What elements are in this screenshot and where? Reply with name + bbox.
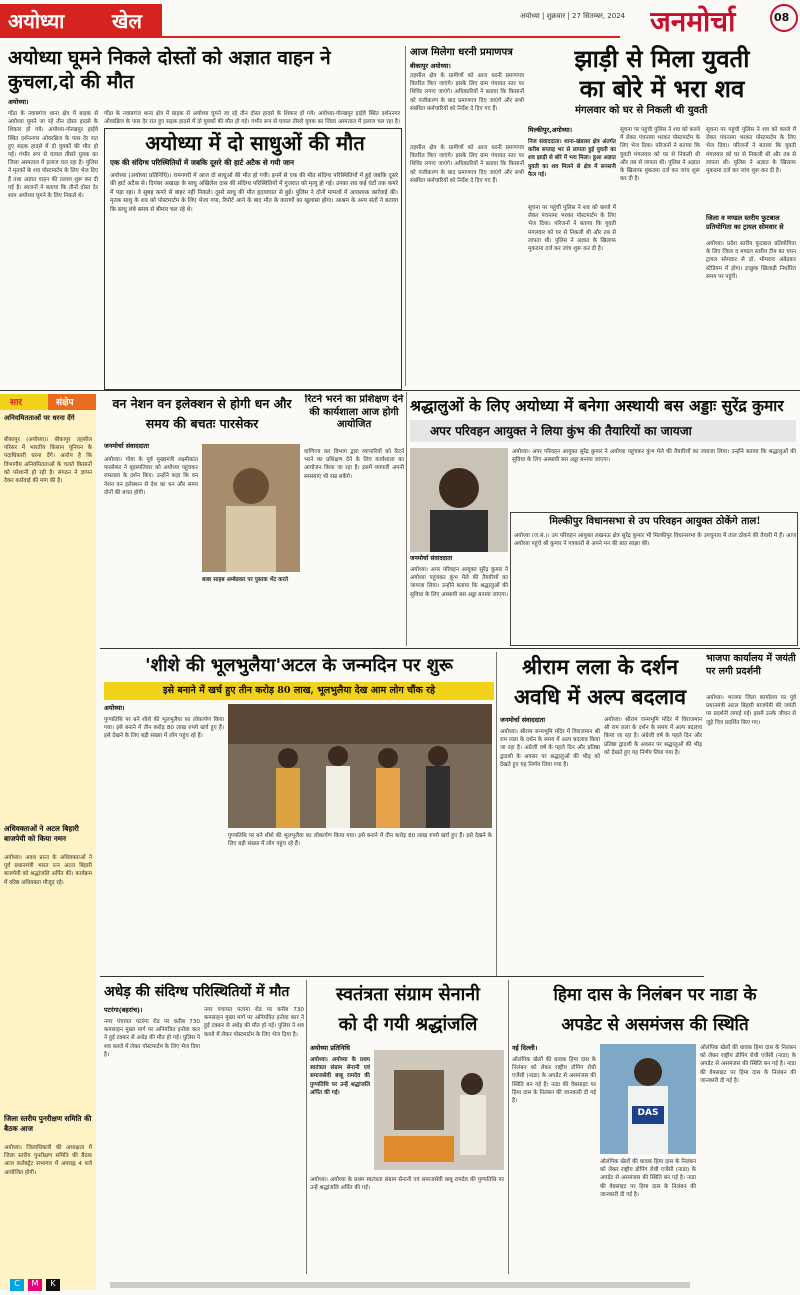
story11-headline-line2: अवधि में अल्प बदलाव	[513, 684, 687, 709]
official-portrait	[410, 448, 508, 552]
page-number-badge	[770, 4, 798, 32]
story6-caption: बाबा साहब अम्बेडकर पर पुस्तक भेंट करते	[202, 577, 289, 583]
story14-label: अयोध्या प्रतिनिधि	[310, 1044, 350, 1052]
story14-body-cont: अयोध्या। अयोध्या के प्रथम स्वतंत्रता संग्राम सेनानी एवं समाजसेवी बाबू रामदेव की पुण्यतिथि पर उन्हें श्रद्धांजलि अर्पित की गई।	[310, 1177, 504, 1192]
portrait-photo	[202, 444, 300, 572]
story6-headline: वन नेशन वन इलेक्शन से होगी धन और समय की बचतः पारसेकर	[112, 396, 292, 431]
story8-body: अयोध्या। अपर परिवहन आयुक्त सुरेंद्र कुमार ने अयोध्या पहुंचकर कुंभ मेले की तैयारियों का जायजा लिया। उन्होंने बताया कि श्रद्धालुओं की सुविधा के लिए अस्थायी बस अड्डा बनाया जाएगा।	[410, 567, 508, 598]
story4-body-cont2: सूचना पर पहुंची पुलिस ने शव को कब्जे में लेकर पंचनामा भरकर पोस्टमार्टम के लिए भेज दिया। परिजनों ने बताया कि युवती मंगलवार को घर से निकली थी और तब से लापता थी। पुलिस ने अज्ञात के खिलाफ मुकदमा दर्ज कर जांच शुरू कर दी है।	[706, 127, 796, 175]
story4-lead: निज संवाददाता। थाना-खंडासा क्षेत्र अंतर्गत करीब सप्ताह भर से लापता हुई युवती का शव झाड़ी से बोरे में भरा मिला। हुआ अज्ञात युवती का शव मिलने से क्षेत्र में सनसनी फैल गई।	[528, 139, 616, 178]
color-strip	[110, 1282, 690, 1288]
story3-body: तहसील क्षेत्र के ग्रामीणों को आज धरनी प्रमाणपत्र वितरित किए जाएंगे। इसके लिए ग्राम पंचायत स्तर पर शिविर लगाए जाएंगे। अधिकारियों ने बताया कि किसानों को पंजीकरण के बाद प्रमाणपत्र दिए जाएंगे और सभी संबंधित कर्मचारियों को निर्देश दे दिए गए हैं।	[410, 73, 524, 112]
column-divider-lower	[496, 652, 497, 976]
story13-headline: अधेड़ की संदिग्ध परिस्थितियों में मौत	[104, 984, 290, 1000]
story6-photo	[202, 444, 300, 572]
story12-headline: भाजपा कार्यालय में जयंती पर लगी प्रदर्शनी	[706, 653, 796, 677]
sar-label: सार	[10, 398, 23, 408]
story11-dateline: जनमोर्चा संवाददाता	[500, 716, 545, 724]
story4-body: सूचना पर पहुंची पुलिस ने शव को कब्जे में लेकर पंचनामा भरकर पोस्टमार्टम के लिए भेज दिया। परिजनों ने बताया कि युवती मंगलवार को घर से निकली थी और तब से लापता थी। पुलिस ने अज्ञात के खिलाफ मुकदमा दर्ज कर जांच शुरू कर दी है।	[528, 205, 616, 253]
column-divider-top	[405, 46, 406, 386]
story8-body-cont: अयोध्या। अपर परिवहन आयुक्त सुरेंद्र कुमार ने अयोध्या पहुंचकर कुंभ मेले की तैयारियों का जायजा लिया। उन्होंने बताया कि श्रद्धालुओं की सुविधा के लिए अस्थायी बस अड्डा बनाया जाएगा।	[512, 449, 796, 464]
story1-body: गोंडा के नवाबगंज थाना क्षेत्र में बाइक से अयोध्या घूमने जा रहे तीन दोस्त हादसे के शिकार हो गये। अयोध्या-गोरखपुर हाईवे स्थित दर्शननगर ओवरब्रिज के पास देर रात हुए सड़क हादसे में दो युवकों की मौत हो गई। गंभीर रूप से घायल तीसरे युवक का जिला अस्पताल में इलाज चल रहा है। पुलिस ने मृतकों के शव पोस्टमार्टम के लिए भेज दिए हैं तथा अज्ञात वाहन की तलाश शुरू कर दी गई है। स्वजनों ने बताया कि तीनों दोस्त देर शाम अयोध्या घूमने के लिए निकले थे।	[8, 111, 98, 200]
story5-headline: जिला व मण्डल स्तरीय फुटबाल प्रतियोगिता का ट्रायल सोमवार से	[706, 214, 784, 231]
sar-item3-body: अयोध्या। जिलाधिकारी की अध्यक्षता में जिला स्तरीय पुनरीक्षण समिति की बैठक आज कलेक्ट्रेट सभागार में अपराह्न 4 बजे आयोजित होगी।	[4, 1145, 92, 1176]
story2-subhead: एक की संदिग्ध परिस्थितियों में जबकि दूसरे की हार्ट अटैक से गयी जान	[110, 158, 295, 167]
sar-item3-headline: जिला स्तरीय पुनरीक्षण समिति की बैठक आज	[4, 1114, 92, 1133]
story10-subhead: इसे बनाने में खर्च हुए तीन करोड़ 80 लाख, भूलभुलैया देख आम लोग चौंक रहे	[162, 685, 436, 696]
story10-body-cont: पुण्यतिथि पर बने शीशे की भूलभुलैया का लोकार्पण किया गया। इसे बनाने में तीन करोड़ 80 लाख रुपये खर्च हुए हैं। इसे देखने के लिए बड़ी संख्या में लोग पहुंच रहे हैं।	[228, 833, 492, 848]
dateline: अयोध्या | शुक्रवार | 27 सितम्बर, 2024	[520, 12, 626, 20]
story5-body: अयोध्या। प्रदेश स्तरीय फुटबाल प्रतियोगिता के लिए जिला व मण्डल स्तरीय टीम का चयन ट्रायल सोमवार से डॉ. भीमराव अंबेडकर स्टेडियम में होगा। इच्छुक खिलाड़ी निर्धारित समय पर पहुंचें।	[706, 241, 796, 280]
story2-body: अयोध्या (अयोध्या प्रतिनिधि)। रामनगरी में आज दो साधुओं की मौत हो गयी। इनमें से एक की मौत संदिग्ध परिस्थितियों में हुई जबकि दूसरे की हार्ट अटैक से। दिगंबर अखाड़ा के साधु अखिलेश दास की संदिग्ध परिस्थितियों में गुजरात को मृत्यु हो गई। उनका शव कई घंटों तक कमरे में पड़ा रहा। वे सुबह कमरे से बाहर नहीं निकले। दूसरे साधु की मौत हृदयाघात से हुई। पुलिस ने दोनों मामलों में आवश्यक कार्रवाई की। मृतक साधु के शव को पोस्टमार्टम के लिए भेजा गया, रिपोर्ट आने के बाद मौत के कारणों का खुलासा होगा। आश्रम के अन्य संतों ने बताया कि साधु लंबे समय से बीमार चल रहे थे।	[110, 173, 398, 213]
header-rule	[0, 36, 620, 38]
story15-body: ओलंपिक खेलों की धावक हिमा दास के निलंबन को लेकर राष्ट्रीय डोपिंग रोधी एजेंसी (नाडा) के अपडेट से असमंजस की स्थिति बन गई है। नाडा की वेबसाइट पर हिमा दास के निलंबन की जानकारी दी गई है।	[512, 1057, 596, 1105]
story15-body-cont: ओलंपिक खेलों की धावक हिमा दास के निलंबन को लेकर राष्ट्रीय डोपिंग रोधी एजेंसी (नाडा) के अपडेट से असमंजस की स्थिति बन गई है। नाडा की वेबसाइट पर हिमा दास के निलंबन की जानकारी दी गई है।	[600, 1159, 696, 1198]
column-divider-bottom-1	[306, 980, 307, 1274]
masthead-brand: जनमोर्चा	[650, 5, 736, 38]
sar-item1-body: बीकापुर (अयोध्या)। बीकापुर तहसील परिसर में भारतीय किसान यूनियन के पदाधिकारी धरना देंगे। आरोप है कि विभागीय अनियमितताओं के चलते किसानों को परेशानी हो रही है। संगठन ने ज्ञापन देकर कार्रवाई की मांग की है।	[4, 437, 92, 485]
column-divider-mid	[406, 392, 407, 646]
story4-dateline: मिल्कीपुर,अयोध्या।	[528, 126, 573, 134]
row-divider-1	[0, 390, 800, 391]
story6-dateline: जनमोर्चा संवाददाता	[104, 442, 149, 450]
story8-photo	[410, 448, 508, 552]
story11-headline-line1: श्रीराम लला के दर्शन	[522, 654, 678, 679]
story14-photo	[374, 1050, 504, 1170]
story4-body-cont: सूचना पर पहुंची पुलिस ने शव को कब्जे में लेकर पंचनामा भरकर पोस्टमार्टम के लिए भेज दिया। परिजनों ने बताया कि युवती मंगलवार को घर से निकली थी और तब से लापता थी। पुलिस ने अज्ञात के खिलाफ मुकदमा दर्ज कर जांच शुरू कर दी है।	[620, 127, 700, 183]
story15-headline-line1: हिमा दास के निलंबन पर नाडा के	[553, 985, 757, 1005]
story4-headline-line2: का बोरे में भरा शव	[579, 74, 745, 103]
story15-body-cont2: ओलंपिक खेलों की धावक हिमा दास के निलंबन को लेकर राष्ट्रीय डोपिंग रोधी एजेंसी (नाडा) के अपडेट से असमंजस की स्थिति बन गई है। नाडा की वेबसाइट पर हिमा दास के निलंबन की जानकारी दी गई है।	[700, 1045, 796, 1084]
story3-body-cont: तहसील क्षेत्र के ग्रामीणों को आज धरनी प्रमाणपत्र वितरित किए जाएंगे। इसके लिए ग्राम पंचायत स्तर पर शिविर लगाए जाएंगे। अधिकारियों ने बताया कि किसानों को पंजीकरण के बाद प्रमाणपत्र दिए जाएंगे और सभी संबंधित कर्मचारियों को निर्देश दे दिए गए हैं।	[410, 145, 524, 184]
sar-label-box	[0, 394, 48, 410]
story1-headline: अयोध्या घूमने निकले दोस्तों को अज्ञात वाहन ने कुचला,दो की मौत	[8, 47, 331, 93]
story10-headline: 'शीशे की भूलभुलैया'अटल के जन्मदिन पर शुरू	[145, 655, 453, 676]
story10-subhead-bar	[104, 682, 494, 700]
sar-item2-headline: अधिवक्ताओं ने अटल बिहारी बाजपेयी को किया नमन	[4, 824, 79, 843]
story8-caption: जनमोर्चा संवाददाता	[410, 555, 453, 562]
row-divider-2	[100, 648, 800, 649]
story14-headline-line1: स्वतंत्रता संग्राम सेनानी	[336, 984, 480, 1005]
sar-item2-body: अयोध्या। अवध प्रान्त के अधिवक्ताओं ने पूर्व प्रधानमंत्री भारत रत्न अटल बिहारी बाजपेयी को श्रद्धांजलि अर्पित की। कार्यक्रम में वरिष्ठ अधिवक्ता मौजूद रहे।	[4, 855, 92, 886]
story3-dateline: बीकापुर अयोध्या।	[410, 62, 451, 70]
story11-body-cont: अयोध्या। श्रीराम जन्मभूमि मंदिर में विराजमान श्री राम लला के दर्शन के समय में अल्प बदलाव किया जा रहा है। अंग्रेजी वर्ष के पहले दिन और प्रतिष्ठा द्वादशी के अवसर पर श्रद्धालुओं की भीड़ को देखते हुए यह निर्णय लिया गया है।	[604, 717, 702, 756]
story11-body: अयोध्या। श्रीराम जन्मभूमि मंदिर में विराजमान श्री राम लला के दर्शन के समय में अल्प बदलाव किया जा रहा है। अंग्रेजी वर्ष के पहले दिन और प्रतिष्ठा द्वादशी के अवसर पर श्रद्धालुओं की भीड़ को देखते हुए यह निर्णय लिया गया है।	[500, 729, 600, 768]
section-name-ayodhya: अयोध्या	[8, 9, 65, 33]
story7-headline: रिटर्न भरने का प्रशिक्षण देने की कार्यशाला आज होगी आयोजित	[304, 394, 404, 430]
story8-headline: श्रद्धालुओं के लिए अयोध्या में बनेगा अस्थायी बस अड्डाः सुरेंद्र कुमार	[410, 396, 784, 415]
story1-dateline: अयोध्या।	[8, 98, 29, 106]
athlete-photo	[600, 1044, 696, 1154]
sankshep-label: संक्षेप	[56, 398, 74, 408]
story10-dateline: अयोध्या।	[104, 704, 125, 712]
story2-headline: अयोध्या में दो साधुओं की मौत	[145, 131, 365, 155]
color-mark-m: M	[28, 1279, 42, 1291]
story9-headline: मिल्कीपुर विधानसभा से उप परिवहन आयुक्त ठोकेंगे ताल!	[549, 516, 761, 527]
page-number: 08	[774, 11, 790, 24]
column-divider-bottom-2	[508, 980, 509, 1274]
story14-body: अयोध्या। अयोध्या के प्रथम स्वतंत्रता संग्राम सेनानी एवं समाजसेवी बाबू रामदेव की पुण्यतिथि पर उन्हें श्रद्धांजलि अर्पित की गई।	[310, 1057, 370, 1096]
story4-headline-line1: झाड़ी से मिला युवती	[574, 44, 750, 73]
row-divider-3	[100, 976, 704, 977]
story15-dateline: नई दिल्ली।	[512, 1044, 538, 1052]
story7-body: वाणिज्य कर विभाग द्वारा व्यापारियों को रिटर्न भरने का प्रशिक्षण देने के लिए कार्यशाला का आयोजन किया जा रहा है। इसमें व्यापारी अपनी समस्याएं भी रख सकेंगे।	[304, 449, 404, 480]
athlete-bib-text: DAS	[637, 1108, 659, 1118]
story4-subhead: मंगलवार को घर से निकली थी युवती	[575, 105, 708, 116]
story13-body-cont: नगर पंचायत पटरंगा रोड पर करीब 730 कमसाहन मुख्य मार्ग पर अनियंत्रित इनोवा कार ने हुई टक्कर से अधेड़ की मौत हो गई। पुलिस ने शव कब्जे में लेकर पोस्टमार्टम के लिए भेज दिया है।	[204, 1007, 304, 1038]
tribute-photo	[374, 1050, 504, 1170]
footer-bar	[0, 1276, 800, 1295]
story1-body-cont: गोंडा के नवाबगंज थाना क्षेत्र में बाइक से अयोध्या घूमने जा रहे तीन दोस्त हादसे के शिकार हो गये। अयोध्या-गोरखपुर हाईवे स्थित दर्शननगर ओवरब्रिज के पास देर रात हुए सड़क हादसे में दो युवकों की मौत हो गई। गंभीर रूप से घायल तीसरे युवक का जिला अस्पताल में इलाज चल रहा है।	[104, 111, 400, 126]
section-name-khel: खेल	[112, 9, 142, 33]
section-tab-right	[108, 4, 162, 38]
story14-headline-line2: को दी गयी श्रद्धांजलि	[338, 1014, 478, 1035]
section-tab-left	[0, 4, 108, 38]
sankshep-label-box	[48, 394, 96, 410]
story8-subhead-bar	[410, 420, 796, 442]
story10-body: पुण्यतिथि पर बने शीशे की भूलभुलैया का लोकार्पण किया गया। इसे बनाने में तीन करोड़ 80 लाख रुपये खर्च हुए हैं। इसे देखने के लिए बड़ी संख्या में लोग पहुंच रहे हैं।	[104, 717, 224, 740]
inauguration-photo	[228, 704, 492, 828]
sar-item1-headline: अनियमितताओं पर धरना देंगे	[4, 414, 75, 422]
color-mark-c: C	[10, 1279, 24, 1291]
story15-headline-line2: अपडेट से असमंजस की स्थिति	[561, 1015, 749, 1035]
story8-subhead: अपर परिवहन आयुक्त ने लिया कुंभ की तैयारियों का जायजा	[430, 424, 692, 438]
story15-photo	[600, 1044, 696, 1154]
color-mark-k: K	[46, 1279, 60, 1291]
story13-body: नगर पंचायत पटरंगा रोड पर करीब 730 कमसाहन मुख्य मार्ग पर अनियंत्रित इनोवा कार ने हुई टक्कर से अधेड़ की मौत हो गई। पुलिस ने शव कब्जे में लेकर पोस्टमार्टम के लिए भेज दिया है।	[104, 1019, 200, 1058]
story10-photo	[228, 704, 492, 828]
story6-body: अयोध्या। गोवा के पूर्व मुख्यमंत्री लक्ष्मीकांत पारसेकर ने बृहस्पतिवार को अयोध्या पहुंचकर रामलला के दर्शन किए। उन्होंने कहा कि वन नेशन वन इलेक्शन से देश का धन और समय दोनों की बचत होगी।	[104, 457, 198, 496]
story13-dateline: पटरंगा(बहरांच)।	[104, 1006, 143, 1014]
story3-headline: आज मिलेगा धरनी प्रमाणपत्र	[410, 47, 513, 58]
story9-body: अयोध्या (ज.सं.)। उप परिवहन आयुक्त लखनऊ क्षेत्र सुरेंद्र कुमार भी मिल्कीपुर विधानसभा के उपचुनाव में ताल ठोकने की तैयारी में हैं। आज अयोध्या पहुंचे श्री कुमार ने पत्रकारों से अपने मन की बात साझा की।	[514, 533, 796, 548]
story12-body: अयोध्या। भाजपा जिला कार्यालय पर पूर्व प्रधानमंत्री अटल बिहारी बाजपेयी की जयंती पर प्रदर्शनी लगाई गई। इसमें उनके जीवन से जुड़े चित्र प्रदर्शित किए गए।	[706, 695, 796, 726]
